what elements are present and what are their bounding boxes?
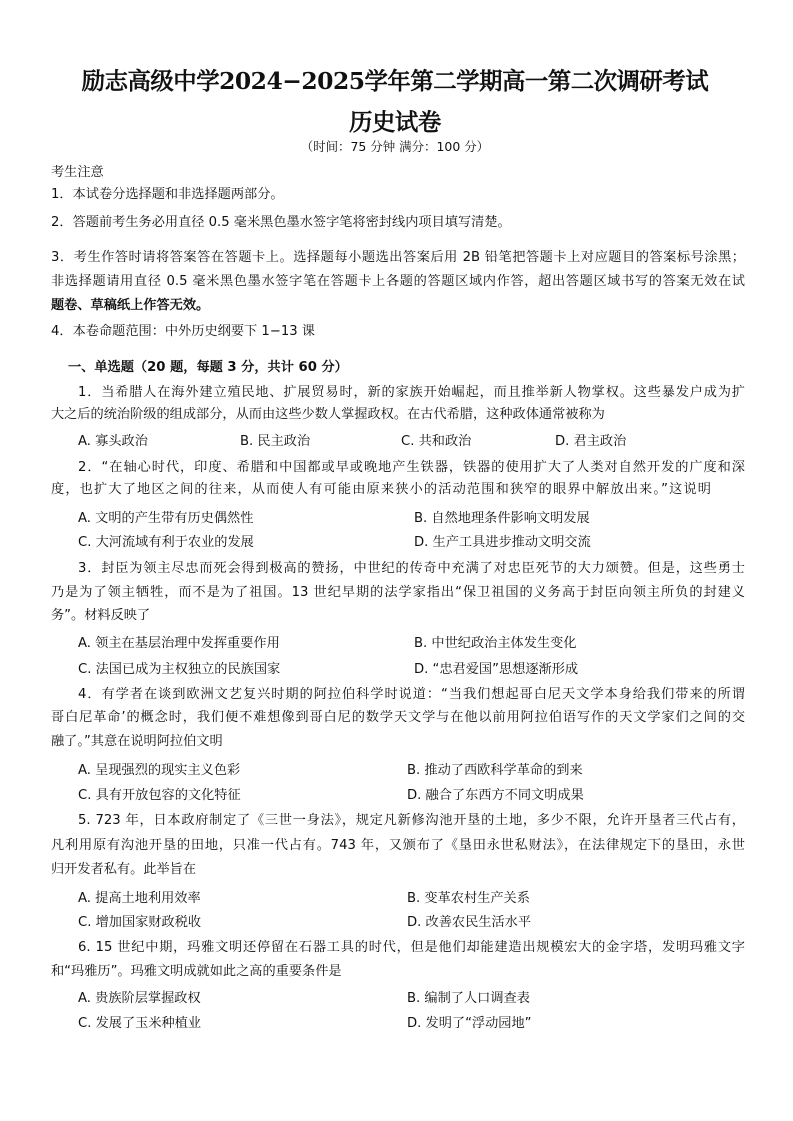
question-5-line-1: 5. 723 年，日本政府制定了《三世一身法》，规定凡新修沟池开垦的土地，多少不限，允许开垦者三代占有， (78, 813, 745, 828)
question-4-option-a: A. 呈现强烈的现实主义色彩 (78, 763, 241, 778)
question-3-option-d: D. “忠君爱国”思想逐渐形成 (414, 662, 579, 677)
notice-item-3-line-1: 3．考生作答时请将答案答在答题卡上。选择题每小题选出答案后用 2B 铅笔把答题卡上对应题目的答案标号涂黑； (51, 250, 745, 265)
question-5-option-a: A. 提高土地利用效率 (78, 891, 201, 906)
question-3-line-1: 3．封臣为领主尽忠而死会得到极高的赞扬，中世纪的传奇中充满了对忠臣死节的大力颂赞。但是，这些勇士 (78, 561, 745, 576)
exam-time-score: （时间：75 分钟 满分：100 分） (300, 139, 490, 154)
question-1-line-1: 1．当希腊人在海外建立殖民地、扩展贸易时，新的家族开始崛起，而且推举新人物掌权。这些暴发户成为扩 (78, 385, 745, 400)
question-2-option-c: C. 大河流域有利于农业的发展 (78, 535, 254, 550)
question-3-line-2: 乃是为了领主牺牲，而不是为了祖国。13 世纪早期的法学家指出“保卫祖国的义务高于封臣向领主所负的封建义 (51, 585, 745, 600)
notice-item-2: 2．答题前考生务必用直径 0.5 毫米黑色墨水签字笔将密封线内项目填写清楚。 (51, 215, 511, 230)
question-4-line-1: 4．有学者在谈到欧洲文艺复兴时期的阿拉伯科学时说道：“当我们想起哥白尼天文学本身给我们带来的所谓 (78, 687, 745, 702)
question-3-option-a: A. 领主在基层治理中发挥重要作用 (78, 636, 280, 651)
question-3-line-3: 务”。材料反映了 (51, 608, 151, 623)
exam-subject-title: 历史试卷 (349, 108, 441, 136)
question-6-option-c: C. 发展了玉米种植业 (78, 1016, 202, 1031)
question-3-option-c: C. 法国已成为主权独立的民族国家 (78, 662, 281, 677)
question-6-option-a: A. 贵族阶层掌握政权 (78, 991, 201, 1006)
notice-item-1: 1．本试卷分选择题和非选择题两部分。 (51, 187, 284, 202)
question-1-option-b: B. 民主政治 (240, 434, 311, 449)
question-1-option-d: D. 君主政治 (555, 434, 627, 449)
exam-title: 励志高级中学2024−2025学年第二学期高一第二次调研考试 (81, 67, 709, 95)
question-6-line-1: 6. 15 世纪中期，玛雅文明还停留在石器工具的时代，但是他们却能建造出规模宏大的金字塔，发明玛雅文字 (78, 940, 745, 955)
question-5-line-2: 凡利用原有沟池开垦的田地，只准一代占有。743 年，又颁布了《垦田永世私财法》，在法律规定下的垦田，永世 (51, 838, 745, 853)
question-4-option-d: D. 融合了东西方不同文明成果 (407, 788, 584, 803)
question-6-option-d: D. 发明了“浮动园地” (407, 1016, 532, 1031)
notice-item-3-line-3: 题卷、草稿纸上作答无效。 (51, 298, 210, 313)
question-1-option-c: C. 共和政治 (401, 434, 472, 449)
question-2-option-b: B. 自然地理条件影响文明发展 (414, 511, 590, 526)
question-5-option-d: D. 改善农民生活水平 (407, 915, 532, 930)
question-1-option-a: A. 寡头政治 (78, 434, 148, 449)
section-heading: 一、单选题（20 题，每题 3 分，共计 60 分） (68, 360, 348, 375)
notice-item-3-line-2: 非选择题请用直径 0.5 毫米黑色墨水签字笔在答题卡上各题的答题区域内作答，超出答题区域书写的答案无效在试 (51, 274, 745, 289)
notice-heading: 考生注意 (51, 165, 104, 180)
question-4-line-3: 融了。”其意在说明阿拉伯文明 (51, 734, 223, 749)
question-4-option-c: C. 具有开放包容的文化特征 (78, 788, 241, 803)
question-1-line-2: 大之后的统治阶级的组成部分，从而由这些少数人掌握政权。在古代希腊，这种政体通常被称为 (51, 407, 605, 422)
question-4-option-b: B. 推动了西欧科学革命的到来 (407, 763, 583, 778)
notice-item-4: 4．本卷命题范围：中外历史纲要下 1−13 课 (51, 324, 315, 339)
question-6-line-2: 和“玛雅历”。玛雅文明成就如此之高的重要条件是 (51, 964, 342, 979)
question-5-option-b: B. 变革农村生产关系 (407, 891, 530, 906)
question-4-line-2: 哥白尼革命’的概念时，我们便不难想像到哥白尼的数学天文学与在他以前用阿拉伯语写作的天文学家们之间的交 (51, 710, 745, 725)
question-5-option-c: C. 增加国家财政税收 (78, 915, 202, 930)
question-2-option-d: D. 生产工具进步推动文明交流 (414, 535, 591, 550)
question-2-line-2: 度，也扩大了地区之间的往来，从而使人有可能由原来狭小的活动范围和狭窄的眼界中解放出来。”这说明 (51, 482, 711, 497)
question-2-line-1: 2．“在轴心时代，印度、希腊和中国都或早或晚地产生铁器，铁器的使用扩大了人类对自然开发的广度和深 (78, 460, 745, 475)
question-6-option-b: B. 编制了人口调查表 (407, 991, 530, 1006)
question-5-line-3: 归开发者私有。此举旨在 (51, 862, 197, 877)
question-2-option-a: A. 文明的产生带有历史偶然性 (78, 511, 254, 526)
question-3-option-b: B. 中世纪政治主体发生变化 (414, 636, 577, 651)
